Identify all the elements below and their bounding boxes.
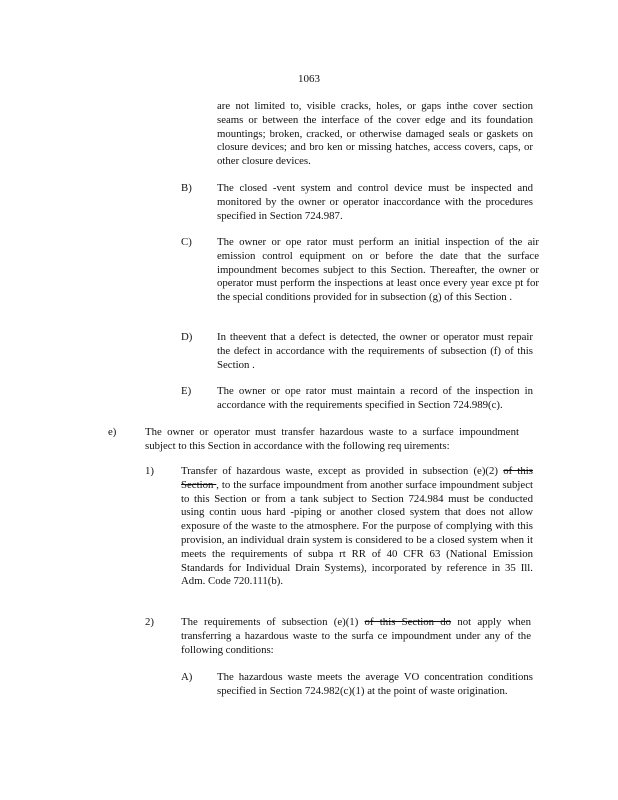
item-d-text: In theevent that a defect is detected, the owner or operator must repair the defect in accordance with the requirements of subsection (f) of this Section .: [217, 331, 533, 371]
item-e2-text: [181, 616, 531, 657]
item-e2a-text: The hazardous waste meets the average VO concentration conditions specified in Section 724.982(c)(1) at the point of waste origination.: [217, 671, 533, 697]
item-e2-struck-text: of this Section do: [364, 616, 452, 628]
item-c-text: The owner or ope rator must perform an initial inspection of the air emission control equipment on or before the date that the surface impoundment becomes subject to this Section. Thereafter, the owner or operator must perform the inspections at least once every year exce pt for the special conditions provided for in subsection (g) of this Section .: [217, 236, 539, 304]
item-e2a-label: A): [181, 671, 193, 683]
item-e1-text-a: Transfer of hazardous waste, except as provided in subsection (e)(2): [181, 465, 504, 477]
item-b-label: B): [181, 182, 192, 194]
intro-paragraph: are not limited to, visible cracks, holes, or gaps inthe cover section seams or between the interface of the cover edge and its foundation mountings; broken, cracked, or otherwise damaged seals or gaskets on closure devices; and bro ken or missing hatches, access covers, caps, or other closure devices.: [217, 100, 533, 168]
item-e2-text-b: not apply when transferring a hazardous waste to the surfa ce impoundment under any of the following conditions:: [181, 616, 531, 656]
item-e1-struck-text: of this Section: [181, 465, 534, 491]
item-e2-label: 2): [145, 616, 154, 628]
item-e-text: The owner or ope rator must maintain a record of the inspection in accordance with the requirements specified in Section 724.989(c).: [217, 385, 533, 411]
item-e-label: E): [181, 385, 192, 397]
item-e1-label: 1): [145, 465, 154, 477]
page-number: 1063: [298, 73, 320, 85]
item-e1-text-b: , to the surface impoundment from another surface impoundment subject to this Section or from a tank subject to Section 724.984 must be conducted using contin uous hard -piping or another closed system that does not allow exposure of the waste to the atmosphere. For the purpose of complying with this provision, an individual drain system is considered to be a closed system when it meets the requirements of subpa rt RR of 40 CFR 63 (National Emission Standards for Individual Drain Systems), incorporated by reference in 35 Ill. Adm. Code 720.111(b).: [181, 478, 533, 588]
item-c-label: C): [181, 236, 192, 248]
item-e1-text: [181, 465, 533, 589]
section-e-text: The owner or operator must transfer hazardous waste to a surface impoundment subject to this Section in accordance with the following req uirements:: [145, 426, 519, 452]
item-d-label: D): [181, 331, 193, 343]
section-e-label: e): [108, 426, 117, 438]
item-e2-text-a: The requirements of subsection (e)(1): [181, 616, 365, 628]
item-b-text: The closed -vent system and control device must be inspected and monitored by the owner or operator inaccordance with the procedures specified in Section 724.987.: [217, 182, 533, 222]
